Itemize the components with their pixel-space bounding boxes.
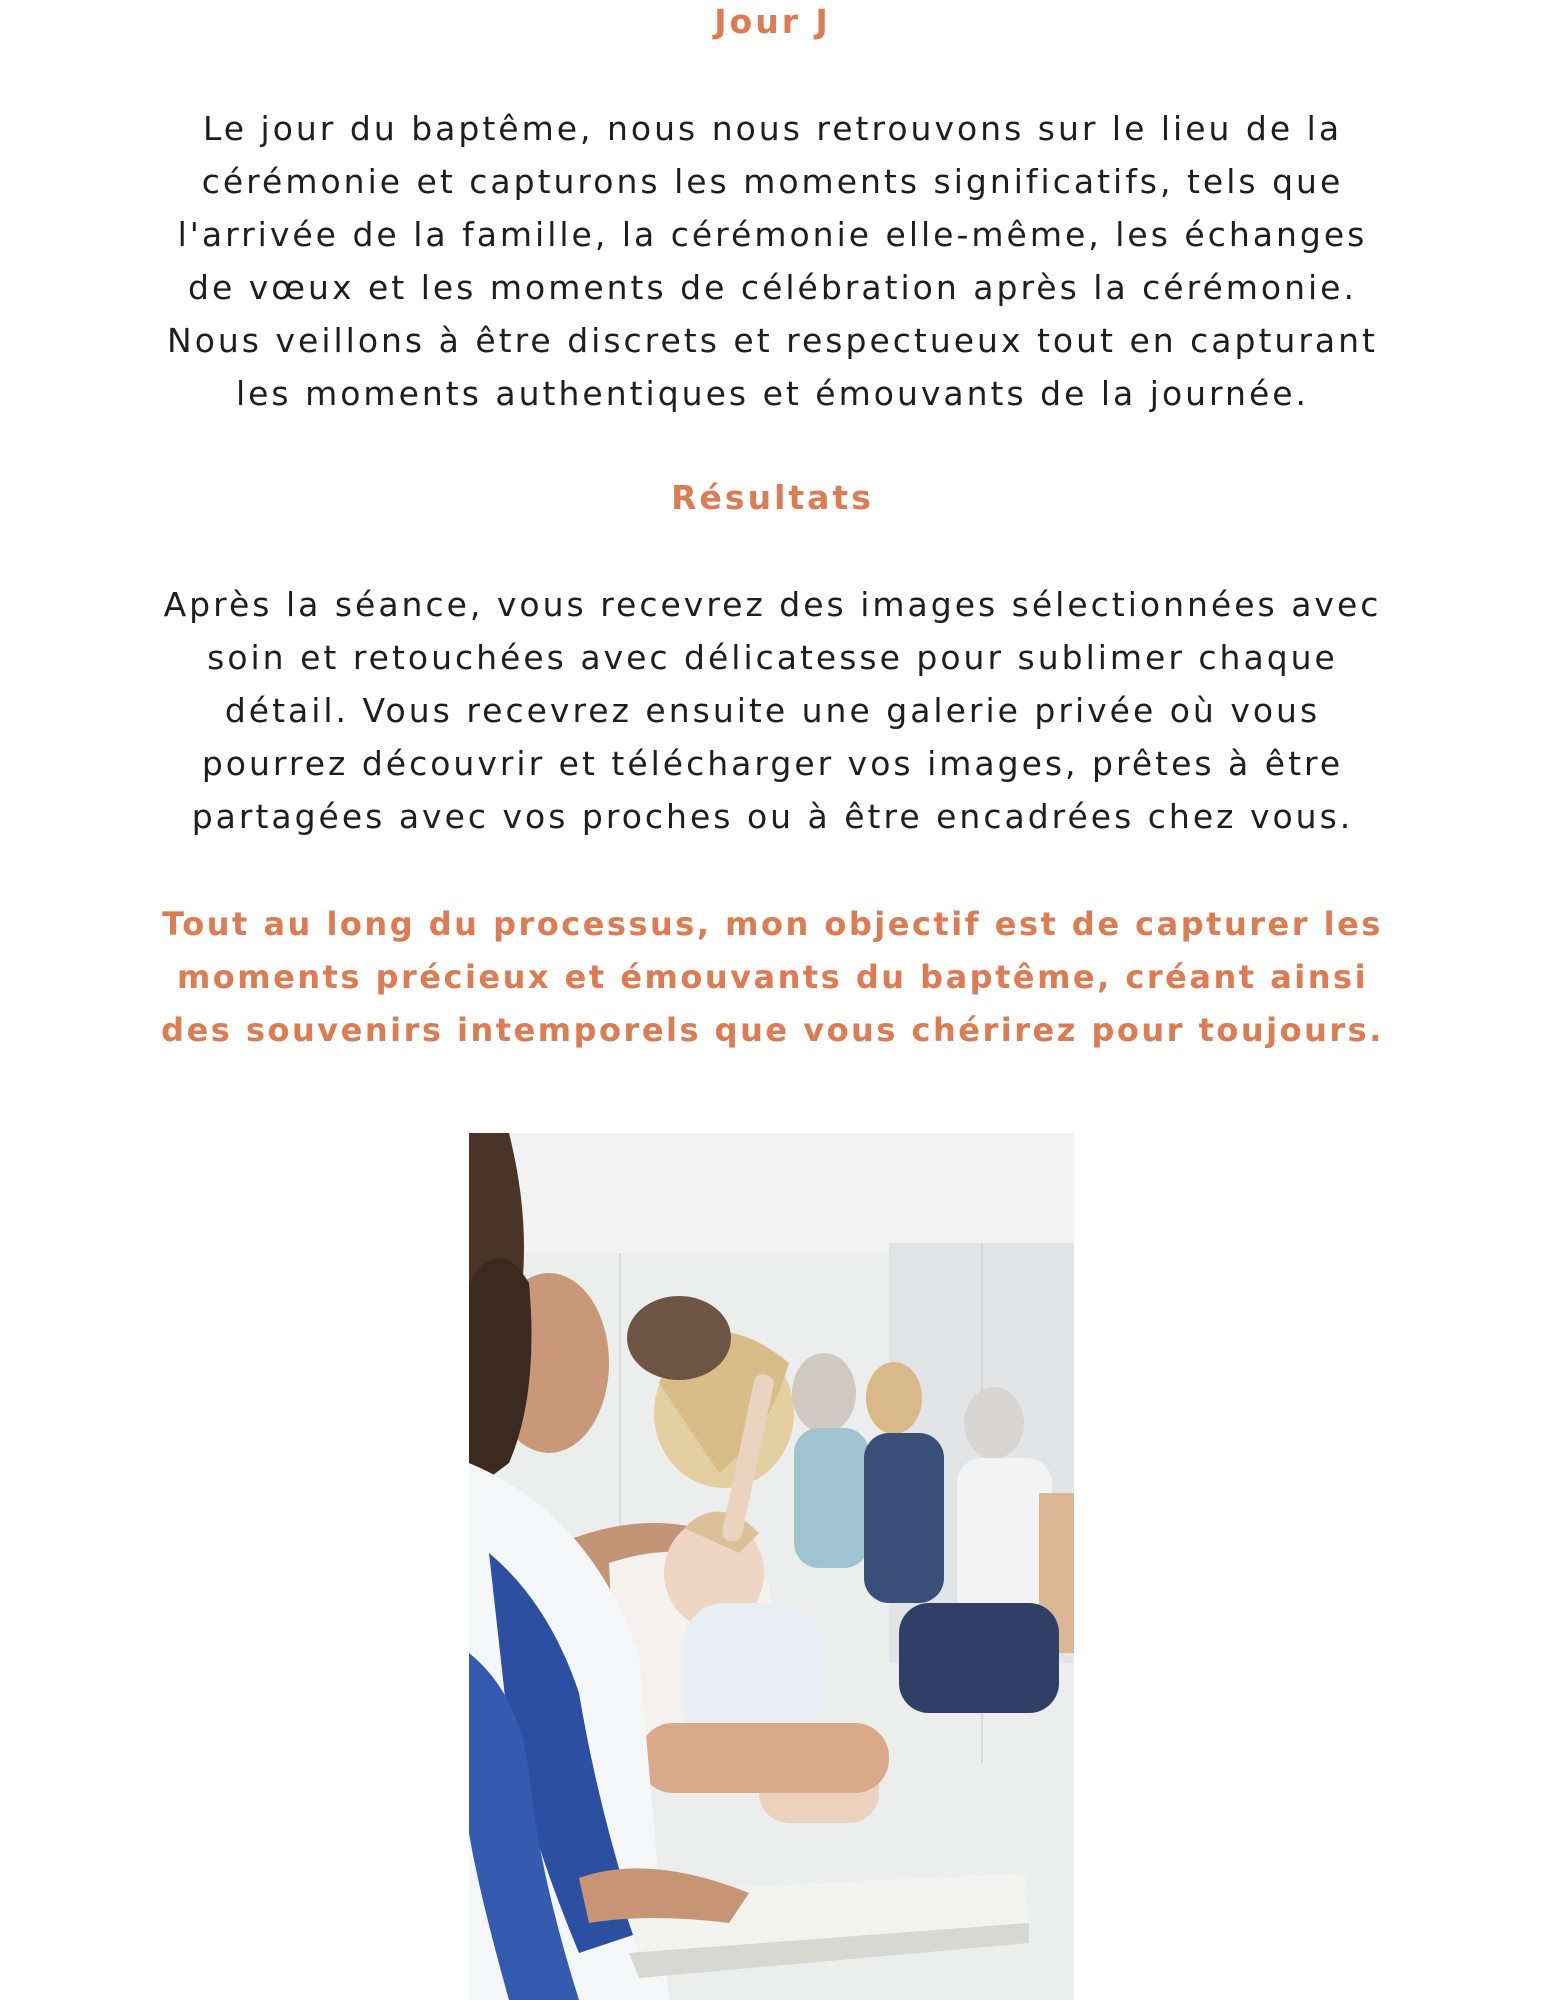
text-line: des souvenirs intemporels que vous chérirez pour toujours.	[161, 1011, 1384, 1049]
text-line: les moments authentiques et émouvants de la journée.	[235, 374, 1310, 413]
section-title-jour-j: Jour J	[714, 2, 831, 41]
text-line: Après la séance, vous recevrez des images sélectionnées avec	[163, 585, 1382, 624]
text-line: cérémonie et capturons les moments significatifs, tels que	[201, 162, 1344, 201]
text-line: de vœux et les moments de célébration après la cérémonie.	[188, 268, 1357, 307]
text-line: Nous veillons à être discrets et respectueux tout en capturant	[167, 321, 1378, 360]
text-line: Le jour du baptême, nous nous retrouvons sur le lieu de la	[202, 109, 1343, 148]
text-line: pourrez découvrir et télécharger vos images, prêtes à être	[201, 744, 1344, 783]
section-text-jour-j	[160, 102, 1385, 420]
text-line: l'arrivée de la famille, la cérémonie elle-même, les échanges	[177, 215, 1368, 254]
photo-illustration	[469, 1133, 1074, 2000]
text-line: partagées avec vos proches ou à être encadrées chez vous.	[191, 797, 1354, 836]
baptism-photo	[469, 1133, 1074, 2000]
closing-statement	[160, 898, 1385, 1057]
section-text-resultats	[160, 578, 1385, 843]
text-line: soin et retouchées avec délicatesse pour sublimer chaque	[207, 638, 1338, 677]
section-title-resultats: Résultats	[671, 478, 874, 517]
text-line: Tout au long du processus, mon objectif est de capturer les	[162, 905, 1383, 943]
text-line: détail. Vous recevrez ensuite une galerie privée où vous	[224, 691, 1321, 730]
text-line: moments précieux et émouvants du baptême, créant ainsi	[176, 958, 1369, 996]
